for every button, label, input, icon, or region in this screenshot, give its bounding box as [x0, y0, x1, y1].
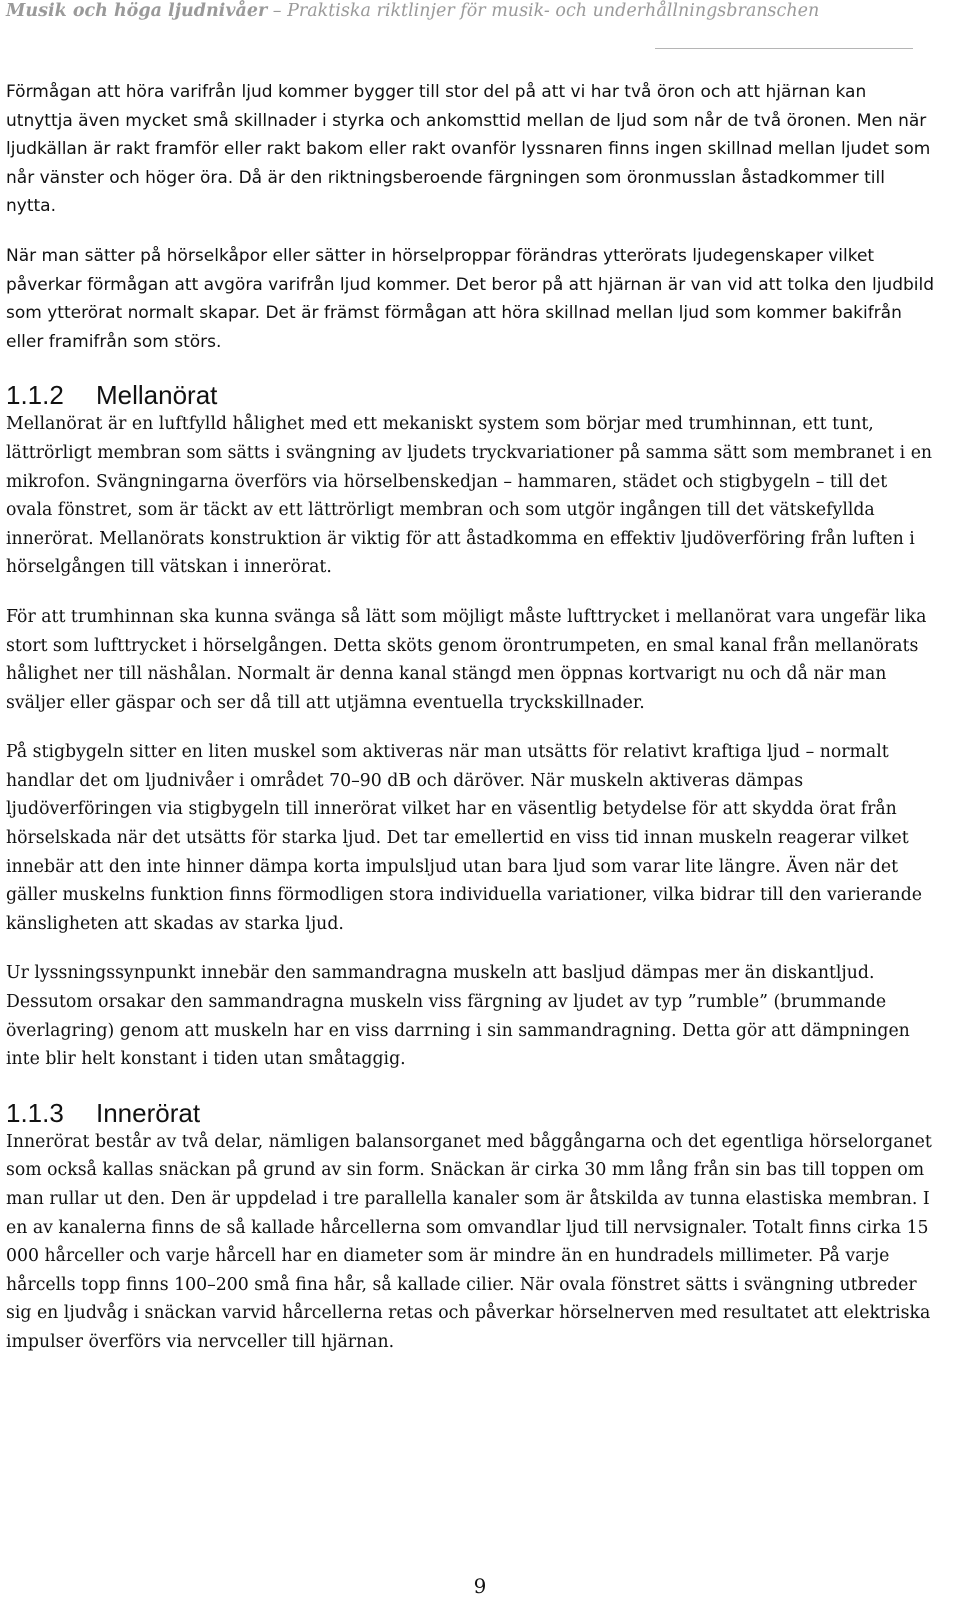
- mellanorat-paragraph-4: Ur lyssningssynpunkt innebär den sammandragna muskeln att basljud dämpas mer än diskantljud. Dessutom orsakar den sammandragna muskeln viss färgning av ljudet av typ ”rumble” (brummande överlagring) genom att muskeln har en viss darrning i sin sammandragning. Detta gör att dämpningen inte blir helt konstant i tiden utan småtaggig.: [6, 963, 910, 1070]
- intro-paragraph-1: Förmågan att höra varifrån ljud kommer bygger till stor del på att vi har två öron och att hjärnan kan utnyttja även mycket små skillnader i styrka och ankomsttid mellan de ljud som når de två öronen. Men när ljudkällan är rakt framför eller rakt bakom eller rakt ovanför lyssnaren finns ingen skillnad mellan ljudet som når vänster och höger öra. Då är den riktningsberoende färgningen som öronmusslan åstadkommer till nytta.: [6, 82, 931, 217]
- mellanorat-paragraph-3: På stigbygeln sitter en liten muskel som aktiveras när man utsätts för relativt kraftiga ljud – normalt handlar det om ljudnivåer i området 70–90 dB och däröver. När muskeln aktiveras dämpas ljudöverföringen via stigbygeln till innerörat vilket har en väsentlig betydelse för att skydda örat från hörselskada när det utsätts för starka ljud. Det tar emellertid en viss tid innan muskeln reagerar vilket innebär att den inte hinner dämpa korta impulsljud utan bara ljud som varar lite längre. Även när det gäller muskelns funktion finns förmodligen stora individuella variationer, vilka bidrar till den varierande känsligheten att skadas av starka ljud.: [6, 742, 923, 934]
- mellanorat-paragraph-1: Mellanörat är en luftfylld hålighet med ett mekaniskt system som börjar med trumhinnan, ett tunt, lättrörligt membran som sätts i svängning av ljudets tryckvariationer på samma sätt som membranet i en mikrofon. Svängningarna överförs via hörselbenskedjan – hammaren, städet och stigbygeln – till det ovala fönstret, som är täckt av ett lättrörligt membran och som utgör ingången till det vätskefyllda innerörat. Mellanörats konstruktion är viktig för att åstadkomma en effektiv ljudöverföring från luften i hörselgången till vätskan i innerörat.: [6, 414, 933, 578]
- intro-paragraph-2: När man sätter på hörselkåpor eller sätter in hörselproppar förändras ytterörats ljudegenskaper vilket påverkar förmågan att avgöra varifrån ljud kommer. Det beror på att hjärnan är van vid att tolka den ljudbild som ytterörat normalt skapar. Det är främst förmågan att höra skillnad mellan ljud som kommer bakifrån eller framifrån som störs.: [6, 245, 935, 352]
- header-title: Musik och höga ljudnivåer: [6, 1, 268, 21]
- page-body: [6, 78, 936, 1357]
- header-separator: –: [267, 1, 288, 21]
- section-number: 1.1.2: [6, 380, 64, 411]
- page-number: 9: [473, 1574, 487, 1598]
- section-title: Innerörat: [96, 1097, 201, 1128]
- mellanorat-paragraph-2: För att trumhinnan ska kunna svänga så lätt som möjligt måste lufttrycket i mellanörat vara ungefär lika stort som lufttrycket i hörselgången. Detta sköts genom örontrumpeten, en smal kanal från mellanörats hålighet ner till näshålan. Normalt är denna kanal stängd men öppnas kortvarigt nu och då när man sväljer eller gäspar och ser då till att utjämna eventuella tryckskillnader.: [6, 606, 927, 713]
- header-rule: [655, 48, 913, 49]
- header-subtitle: Praktiska riktlinjer för musik- och underhållningsbranschen: [287, 1, 820, 21]
- section-heading-mellanorat: [6, 380, 936, 410]
- innerorat-paragraph-1: Innerörat består av två delar, nämligen balansorganet med båggångarna och det egentliga hörselorganet som också kallas snäckan på grund av sin form. Snäckan är cirka 30 mm lång från sin bas till toppen om man rullar ut den. Den är uppdelad i tre parallella kanaler som är åtskilda av tunna elastiska membran. I en av kanalerna finns de så kallade hårcellerna som omvandlar ljud till nervsignaler. Totalt finns cirka 15 000 hårceller och varje hårcell har en diameter som är mindre än en hundradels millimeter. På varje hårcells topp finns 100–200 små fina hår, så kallade cilier. När ovala fönstret sätts i svängning utbreder sig en ljudvåg i snäckan varvid hårcellerna retas och påverkar hörselnerven med resultatet att elektriska impulser överförs via nervceller till hjärnan.: [6, 1131, 932, 1352]
- section-number: 1.1.3: [6, 1097, 64, 1128]
- section-heading-innerorat: [6, 1098, 936, 1128]
- section-title: Mellanörat: [96, 380, 218, 411]
- running-header: [6, 0, 906, 22]
